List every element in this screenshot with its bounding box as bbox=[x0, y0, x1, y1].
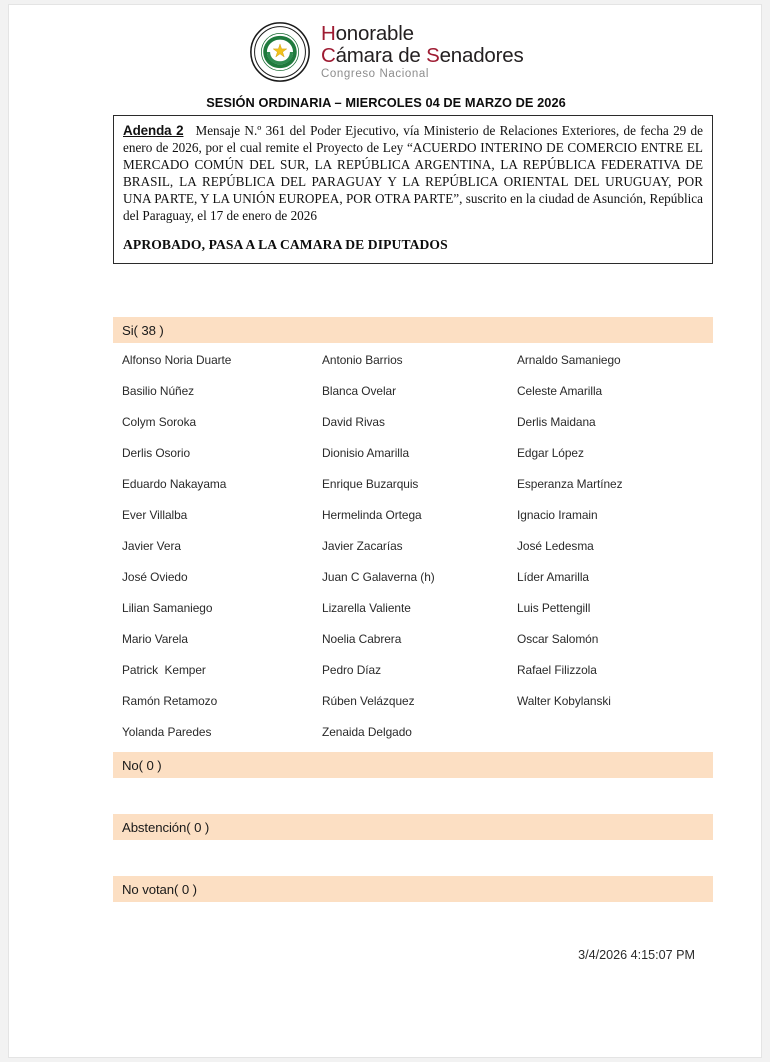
vote-name-item: Dionisio Amarilla bbox=[322, 446, 410, 460]
logo-line1-rest: onorable bbox=[335, 21, 414, 45]
vote-name-item: Oscar Salomón bbox=[517, 632, 599, 646]
logo-wordmark bbox=[321, 21, 524, 81]
vote-name-item: Yolanda Paredes bbox=[122, 725, 212, 739]
vote-name-item: Ignacio Iramain bbox=[517, 508, 598, 522]
adenda-result: APROBADO, PASA A LA CAMARA DE DIPUTADOS bbox=[123, 237, 448, 253]
vote-name-item: Eduardo Nakayama bbox=[122, 477, 227, 491]
logo-line2-mid: ámara de bbox=[335, 44, 427, 68]
vote-name-item: David Rivas bbox=[322, 415, 385, 429]
vote-name-item: Esperanza Martínez bbox=[517, 477, 623, 491]
vote-name-item: Enrique Buzarquis bbox=[322, 477, 419, 491]
logo-line2-rest: enadores bbox=[439, 44, 524, 68]
document-page bbox=[8, 4, 762, 1058]
vote-band-no bbox=[113, 752, 713, 778]
vote-name-item: Hermelinda Ortega bbox=[322, 508, 422, 522]
vote-name-item: Mario Varela bbox=[122, 632, 188, 646]
paraguay-national-seal-icon bbox=[249, 21, 311, 83]
vote-name-item: Juan C Galaverna (h) bbox=[322, 570, 435, 584]
vote-band-si-label: Si( 38 ) bbox=[122, 322, 164, 338]
vote-name-item: Edgar López bbox=[517, 446, 584, 460]
vote-names-si bbox=[113, 345, 713, 748]
vote-name-item: Pedro Díaz bbox=[322, 663, 381, 677]
vote-name-item: Colym Soroka bbox=[122, 415, 197, 429]
adenda-paragraph bbox=[123, 122, 703, 224]
vote-band-no-votan bbox=[113, 876, 713, 902]
vote-name-item: Líder Amarilla bbox=[517, 570, 589, 584]
logo-line-honorable bbox=[321, 21, 524, 45]
vote-name-item: Arnaldo Samaniego bbox=[517, 353, 621, 367]
vote-name-item: Derlis Maidana bbox=[517, 415, 596, 429]
vote-name-item: Patrick Kemper bbox=[122, 663, 206, 677]
vote-name-item: Zenaida Delgado bbox=[322, 725, 412, 739]
vote-name-item: Rúben Velázquez bbox=[322, 694, 415, 708]
vote-name-item: Blanca Ovelar bbox=[322, 384, 397, 398]
vote-name-item: Alfonso Noria Duarte bbox=[122, 353, 232, 367]
vote-name-item: Derlis Osorio bbox=[122, 446, 191, 460]
adenda-box bbox=[113, 115, 713, 264]
vote-name-item: Luis Pettengill bbox=[517, 601, 591, 615]
institution-logo bbox=[241, 13, 577, 91]
session-title: SESIÓN ORDINARIA – MIERCOLES 04 DE MARZO DE 2026 bbox=[206, 95, 566, 110]
logo-line-camara bbox=[321, 46, 524, 67]
vote-name-item: Javier Zacarías bbox=[322, 539, 403, 553]
vote-name-item: Basilio Núñez bbox=[122, 384, 195, 398]
logo-accent-h: H bbox=[321, 21, 336, 45]
vote-band-abstencion-label: Abstención( 0 ) bbox=[122, 819, 210, 835]
logo-accent-c: C bbox=[321, 44, 336, 68]
logo-subtitle: Congreso Nacional bbox=[321, 67, 430, 80]
vote-name-item: José Oviedo bbox=[122, 570, 188, 584]
adenda-text: Mensaje N.º 361 del Poder Ejecutivo, vía Ministerio de Relaciones Exteriores, de fecha 29 de enero de 2026, por el cual remite el Proyecto de Ley “ACUERDO INTERINO DE COMERCIO ENTRE EL MERCADO COMÚN DEL SUR, LA REPÚBLICA ARGENTINA, LA REPÚBLICA FEDERATIVA DE BRASIL, LA REPÚBLICA DEL PARAGUAY Y LA REPÚBLICA ORIENTAL DEL URUGUAY, POR UNA PARTE, Y LA UNIÓN EUROPEA, POR OTRA PARTE”, suscrito en la ciudad de Asunción, República del Paraguay, el 17 de enero de 2026 bbox=[123, 123, 703, 224]
vote-band-abstencion bbox=[113, 814, 713, 840]
vote-name-item: Ramón Retamozo bbox=[122, 694, 218, 708]
vote-name-item: Walter Kobylanski bbox=[517, 694, 611, 708]
vote-band-no-votan-label: No votan( 0 ) bbox=[122, 881, 197, 897]
vote-name-item: Antonio Barrios bbox=[322, 353, 403, 367]
logo-accent-s: S bbox=[426, 44, 440, 68]
vote-name-item: Javier Vera bbox=[122, 539, 181, 553]
document-timestamp: 3/4/2026 4:15:07 PM bbox=[578, 948, 695, 962]
vote-name-item: Rafael Filizzola bbox=[517, 663, 597, 677]
adenda-label: Adenda 2 bbox=[123, 123, 184, 138]
vote-band-no-label: No( 0 ) bbox=[122, 757, 162, 773]
vote-name-item: Celeste Amarilla bbox=[517, 384, 603, 398]
vote-name-item: Noelia Cabrera bbox=[322, 632, 402, 646]
vote-name-item: José Ledesma bbox=[517, 539, 594, 553]
vote-band-si bbox=[113, 317, 713, 343]
vote-name-item: Lilian Samaniego bbox=[122, 601, 213, 615]
vote-name-item: Ever Villalba bbox=[122, 508, 188, 522]
vote-name-item: Lizarella Valiente bbox=[322, 601, 411, 615]
